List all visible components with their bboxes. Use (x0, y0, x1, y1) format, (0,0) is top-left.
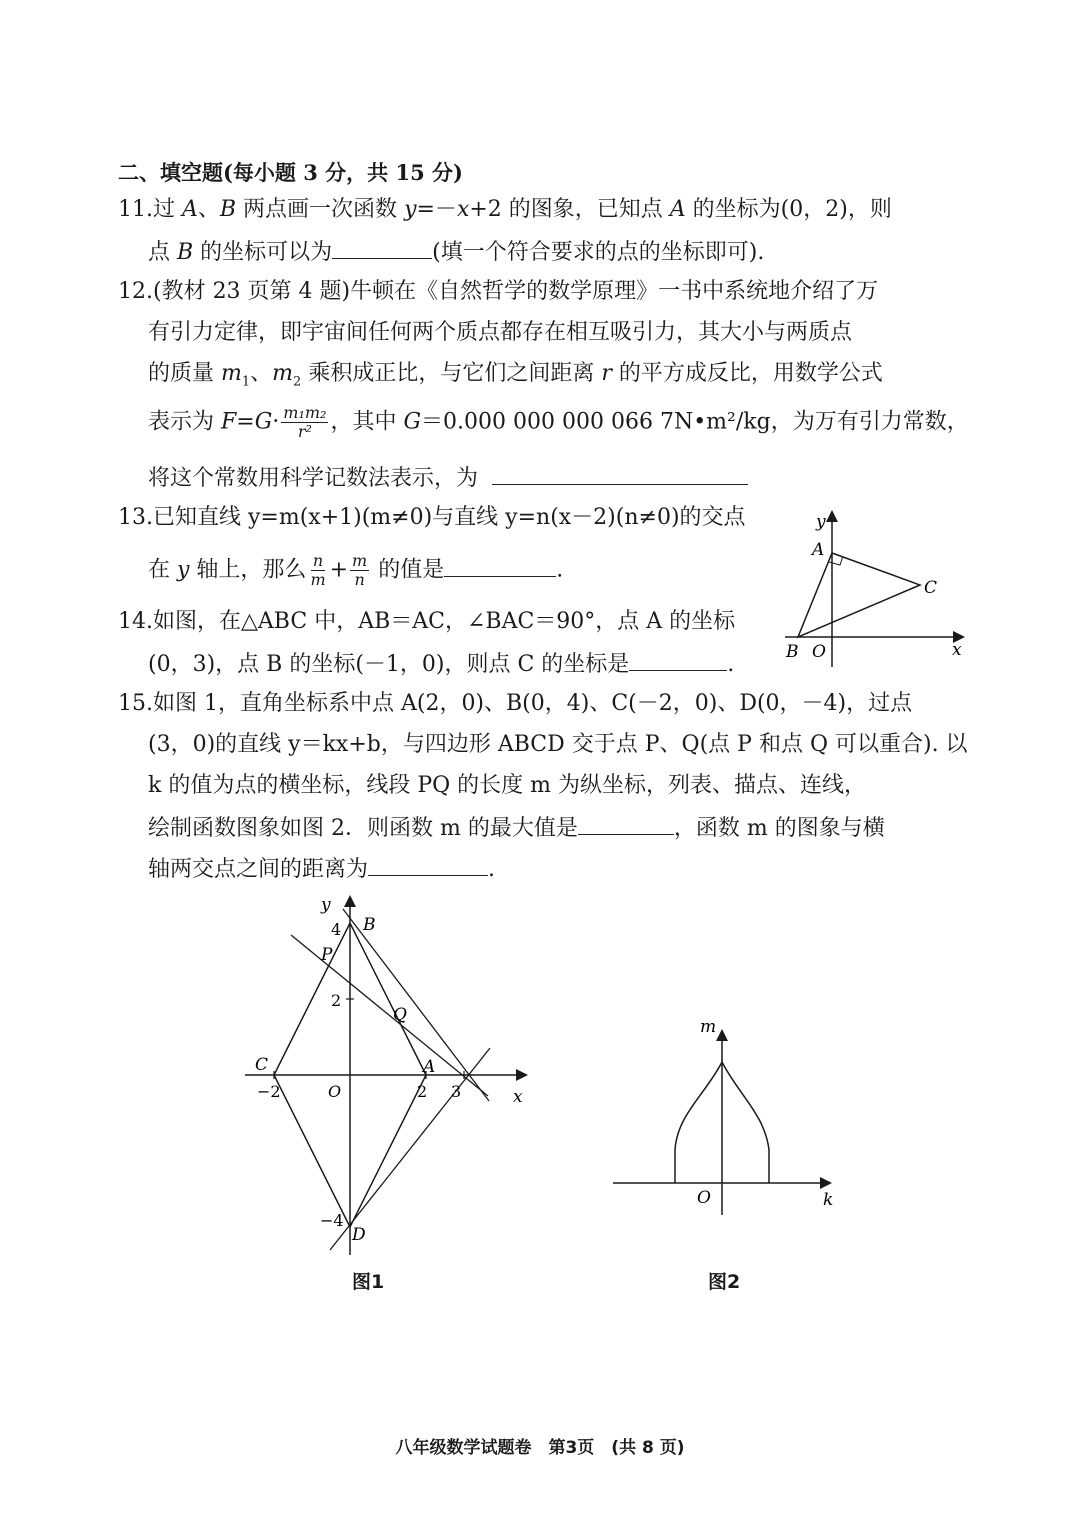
gravity-fraction: $\frac{\text{m₁m₂}}{\text{r²}}$ (283, 403, 327, 441)
answer-blank-12 (492, 462, 748, 485)
label-c: C (924, 578, 938, 598)
label-d: D (352, 1225, 366, 1245)
q15-line5: 轴两交点之间的距离为 . (148, 853, 495, 885)
q12-line1: 12.(教材 23 页第 4 题)牛顿在《自然哲学的数学原理》一书中系统地介绍了万 (118, 279, 879, 304)
section-title: 二、填空题(每小题 3 分，共 15 分) (118, 160, 463, 185)
function-graph (605, 1010, 845, 1220)
q11-line2: 点 B 的坐标可以为 (填一个符合要求的点的坐标即可). (148, 236, 764, 268)
figure-1 (235, 890, 535, 1260)
quadrilateral-diagram (235, 890, 535, 1260)
q12-line3: 的质量 $m_1$、$m_2$ 乘积成正比，与它们之间距离 r 的平方成反比，用数学公式 (148, 361, 883, 390)
line-through-d (330, 1048, 490, 1250)
q13-line1: 13.已知直线 y=m(x+1)(m≠0)与直线 y=n(x－2)(n≠0)的交点 (118, 505, 746, 530)
q15-line4: 绘制函数图象如图 2．则函数 m 的最大值是 ，函数 m 的图象与横 (148, 812, 885, 844)
label-x: x (952, 640, 962, 660)
q12-line5: 将这个常数用科学记数法表示，为 (148, 462, 748, 494)
tick-label-neg2: −2 (257, 1082, 281, 1101)
label-b: B (363, 915, 376, 935)
triangle-diagram (780, 505, 970, 670)
q11-line1: 11.过 A、B 两点画一次函数 y=－x+2 的图象，已知点 A 的坐标为(0，2)，则 (118, 197, 892, 222)
label-k: k (823, 1190, 834, 1210)
fraction-n-over-m: $\frac{n}{m}$ (310, 551, 326, 589)
q12-line4: 表示为 F=G· $\frac{\text{m₁m₂}}{\text{r²}}$ ，其中 G＝0.000 000 000 066 7N•m²/kg，为万有引力常数， (148, 403, 969, 441)
answer-blank-15a (578, 812, 674, 835)
tick-label-neg4: −4 (320, 1211, 344, 1230)
q15-line2: (3，0)的直线 y＝kx+b，与四边形 ABCD 交于点 P、Q(点 P 和点 Q 可以重合). 以 (148, 732, 968, 757)
label-y: y (816, 512, 826, 532)
label-a: A (812, 540, 825, 560)
figure-2 (605, 1010, 845, 1220)
figure-2-caption: 图2 (708, 1271, 741, 1293)
q12-line2: 有引力定律，即宇宙间任何两个质点都存在相互吸引力，其大小与两质点 (148, 320, 853, 345)
figure-1-caption: 图1 (352, 1271, 385, 1293)
q15-line1: 15.如图 1，直角坐标系中点 A(2，0)、B(0，4)、C(－2，0)、D(0，－4)，过点 (118, 691, 913, 716)
label-x: x (513, 1087, 523, 1107)
label-c: C (255, 1055, 269, 1075)
answer-blank-11 (332, 236, 432, 259)
q14-line2: (0，3)，点 B 的坐标(－1，0)，则点 C 的坐标是 . (148, 648, 734, 680)
q15-line3: k 的值为点的横坐标，线段 PQ 的长度 m 为纵坐标，列表、描点、连线， (148, 773, 866, 798)
label-y: y (321, 895, 331, 915)
fraction-m-over-n: $\frac{m}{n}$ (352, 551, 368, 589)
tick-label-4: 4 (331, 920, 342, 939)
label-q: Q (393, 1005, 407, 1025)
right-angle-mark (829, 556, 843, 565)
label-o: O (697, 1188, 711, 1208)
answer-blank-15b (368, 853, 488, 876)
triangle-abc (798, 553, 920, 637)
answer-blank-14 (629, 648, 727, 671)
label-o: O (328, 1082, 342, 1101)
label-a: A (423, 1057, 436, 1077)
tick-label-x2: 2 (417, 1082, 428, 1101)
label-p: P (321, 945, 333, 965)
label-m: m (700, 1017, 717, 1037)
tick-label-x3: 3 (451, 1082, 462, 1101)
line-through-b (343, 909, 489, 1101)
figure-q14 (780, 505, 970, 670)
label-o: O (812, 642, 826, 662)
page-footer: 八年级数学试题卷 第3页 (共 8 页) (395, 1438, 685, 1458)
tick-label-2: 2 (331, 991, 342, 1010)
q14-line1: 14.如图，在△ABC 中，AB＝AC，∠BAC＝90°，点 A 的坐标 (118, 609, 736, 634)
label-b: B (786, 642, 799, 662)
answer-blank-13 (444, 554, 556, 577)
q13-line2: 在 y 轴上，那么 $\frac{n}{m}$ + $\frac{m}{n}$ 的值是 . (148, 551, 564, 589)
